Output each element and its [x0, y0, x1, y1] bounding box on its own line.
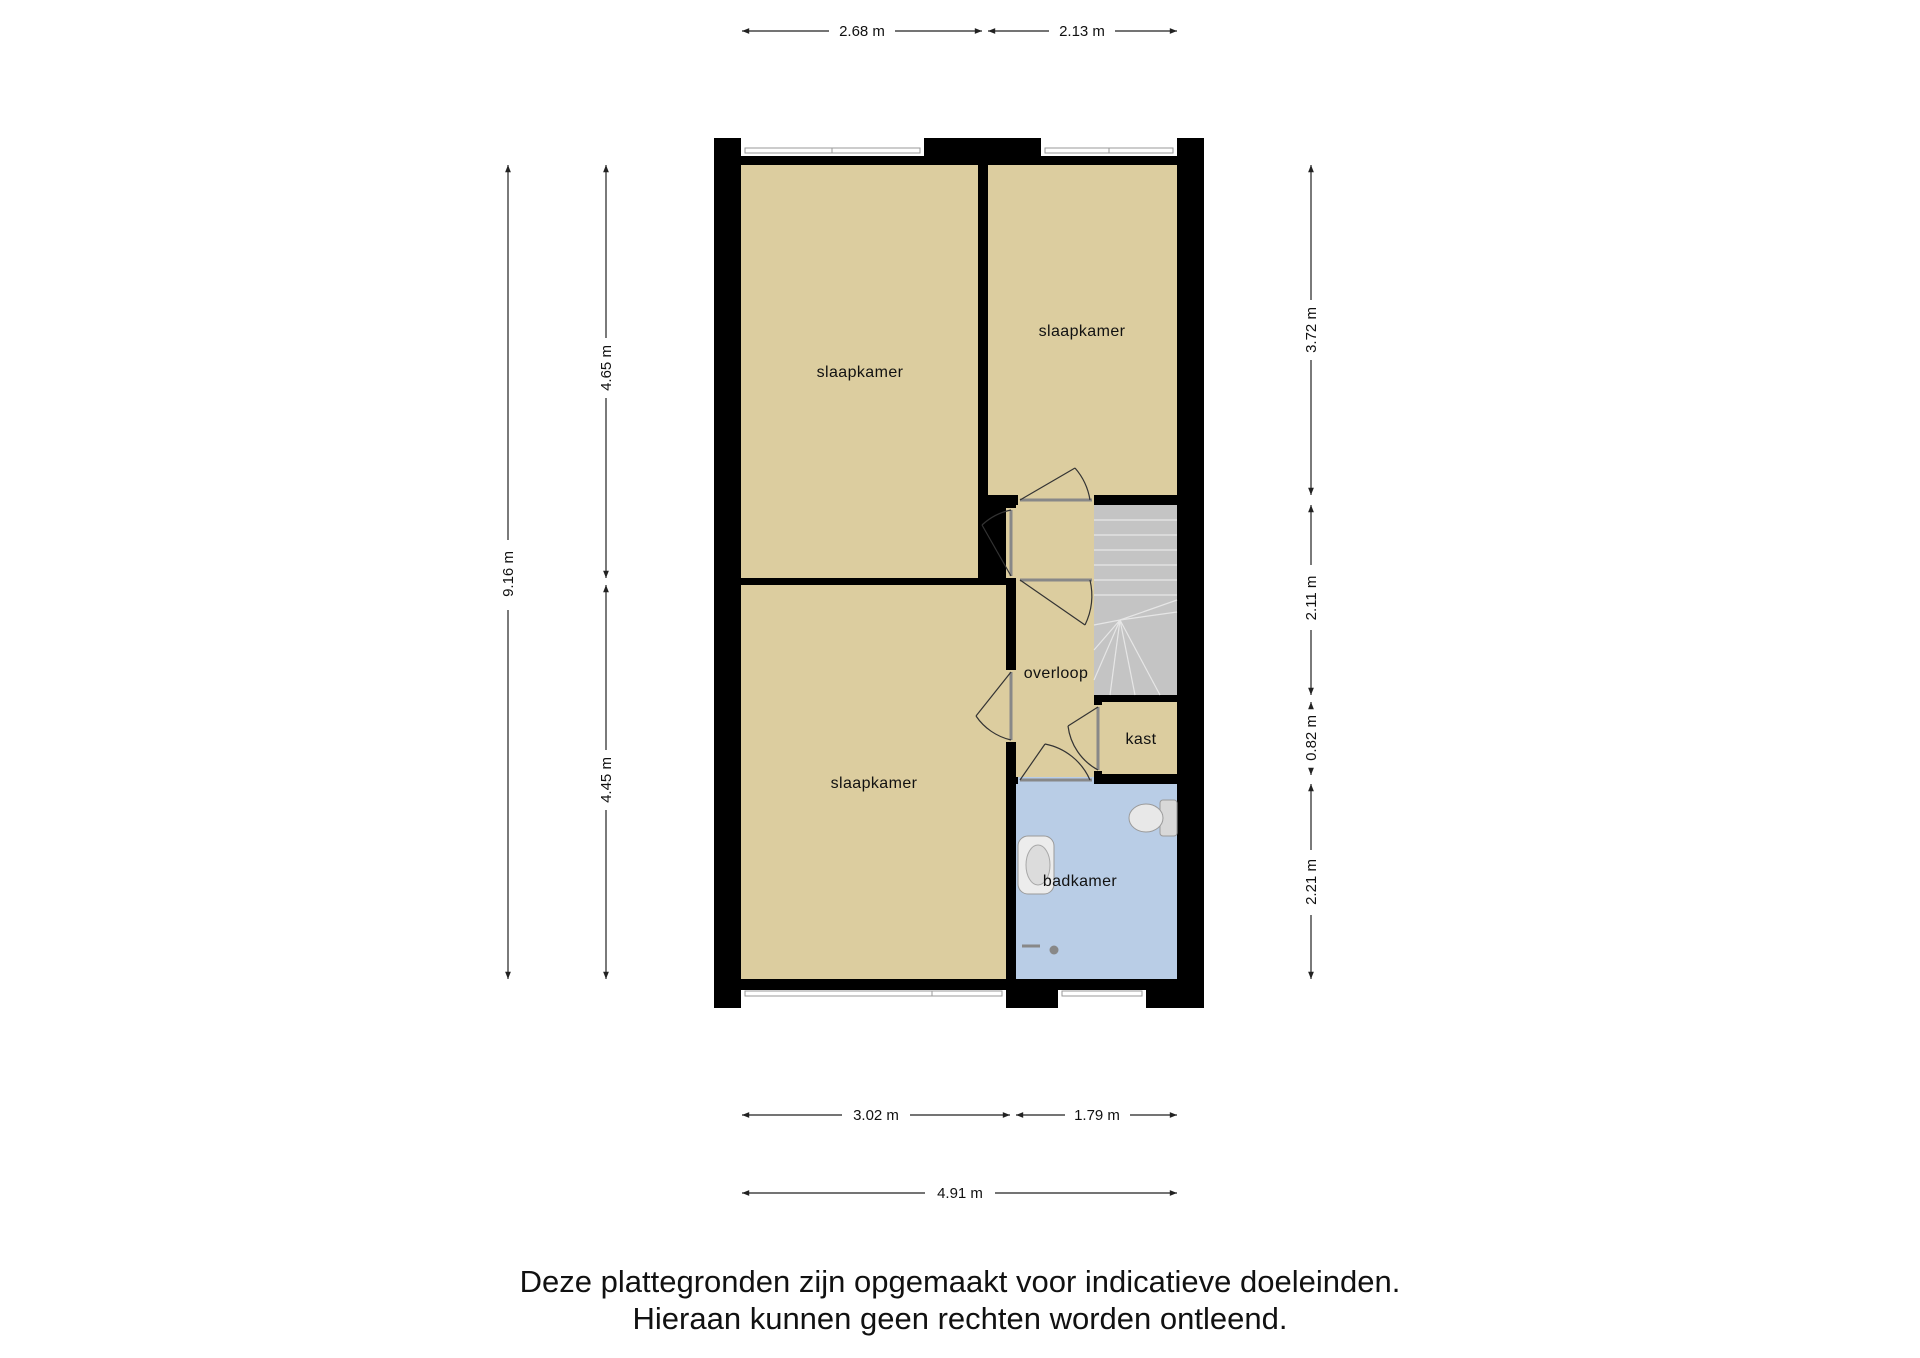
room-label-bedroom-top-left: slaapkamer	[816, 364, 904, 381]
disclaimer-line-1: Deze plattegronden zijn opgemaakt voor indicatieve doeleinden.	[519, 1264, 1401, 1299]
dim-label-right-1: 3.72 m	[1303, 307, 1320, 353]
dim-label-left-lower: 4.45 m	[598, 757, 615, 803]
disclaimer-line-2: Hieraan kunnen geen rechten worden ontleend.	[632, 1301, 1288, 1336]
window-top-right	[1041, 138, 1177, 156]
window-bottom-left	[741, 990, 1006, 1008]
room-label-bedroom-top-right: slaapkamer	[1038, 323, 1126, 340]
stairs	[1094, 505, 1177, 695]
dim-label-bottom-total: 4.91 m	[937, 1185, 983, 1202]
dim-label-top-right: 2.13 m	[1059, 23, 1105, 40]
landing-floor	[1016, 505, 1094, 777]
dim-label-left-upper: 4.65 m	[598, 345, 615, 391]
room-label-bathroom: badkamer	[1042, 873, 1118, 890]
dim-label-bottom-right: 1.79 m	[1074, 1107, 1120, 1124]
dim-label-right-2: 2.11 m	[1303, 575, 1320, 621]
disclaimer	[0, 1263, 1920, 1337]
dim-label-left-total: 9.16 m	[500, 551, 517, 597]
dim-label-bottom-left: 3.02 m	[853, 1107, 899, 1124]
window-top-left	[741, 138, 924, 156]
dim-label-top-left: 2.68 m	[839, 23, 885, 40]
room-label-landing: overloop	[1023, 665, 1089, 682]
room-label-closet: kast	[1125, 731, 1157, 748]
dim-label-right-3: 0.82 m	[1303, 715, 1320, 761]
window-bottom-right	[1058, 990, 1146, 1008]
room-label-bedroom-bottom-left: slaapkamer	[830, 775, 918, 792]
dim-label-right-4: 2.21 m	[1303, 859, 1320, 905]
